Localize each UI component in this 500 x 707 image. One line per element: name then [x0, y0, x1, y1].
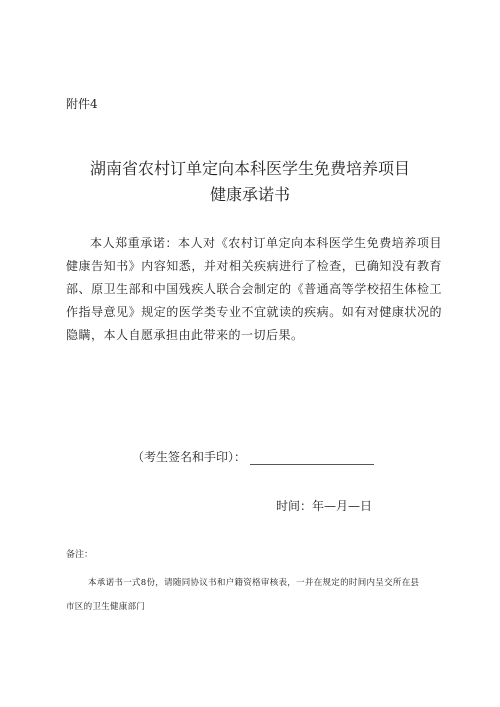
- signature-row: [132, 449, 374, 465]
- document-title-line1: 湖南省农村订单定向本科医学生免费培养项目: [89, 159, 410, 178]
- pledge-body-text: 本人郑重承诺：本人对《农村订单定向本科医学生免费培养项目健康告知书》内容知悉，并对相关疾病进行了检查，已确知没有教育部、原卫生部和中国残疾人联合会制定的《普通高等学校招生体检工作指导意见》规定的医学类专业不宜就读的疾病。如有对健康状况的隐瞒，本人自愿承担由此带来的一切后果。: [66, 236, 442, 342]
- note-label: 备注：: [66, 550, 94, 560]
- signature-label: （考生签名和手印）：: [132, 450, 247, 464]
- document-title-line2: 健康承诺书: [209, 185, 290, 204]
- signature-line: [250, 452, 374, 465]
- attachment-label: 附件4: [66, 97, 98, 111]
- date-label: 时间：年—月—日: [276, 499, 373, 513]
- note-text: 本承诺书一式8份，请随同协议书和户籍资格审核表，一并在规定的时间内呈交所在县市区的卫生健康部门: [66, 578, 420, 612]
